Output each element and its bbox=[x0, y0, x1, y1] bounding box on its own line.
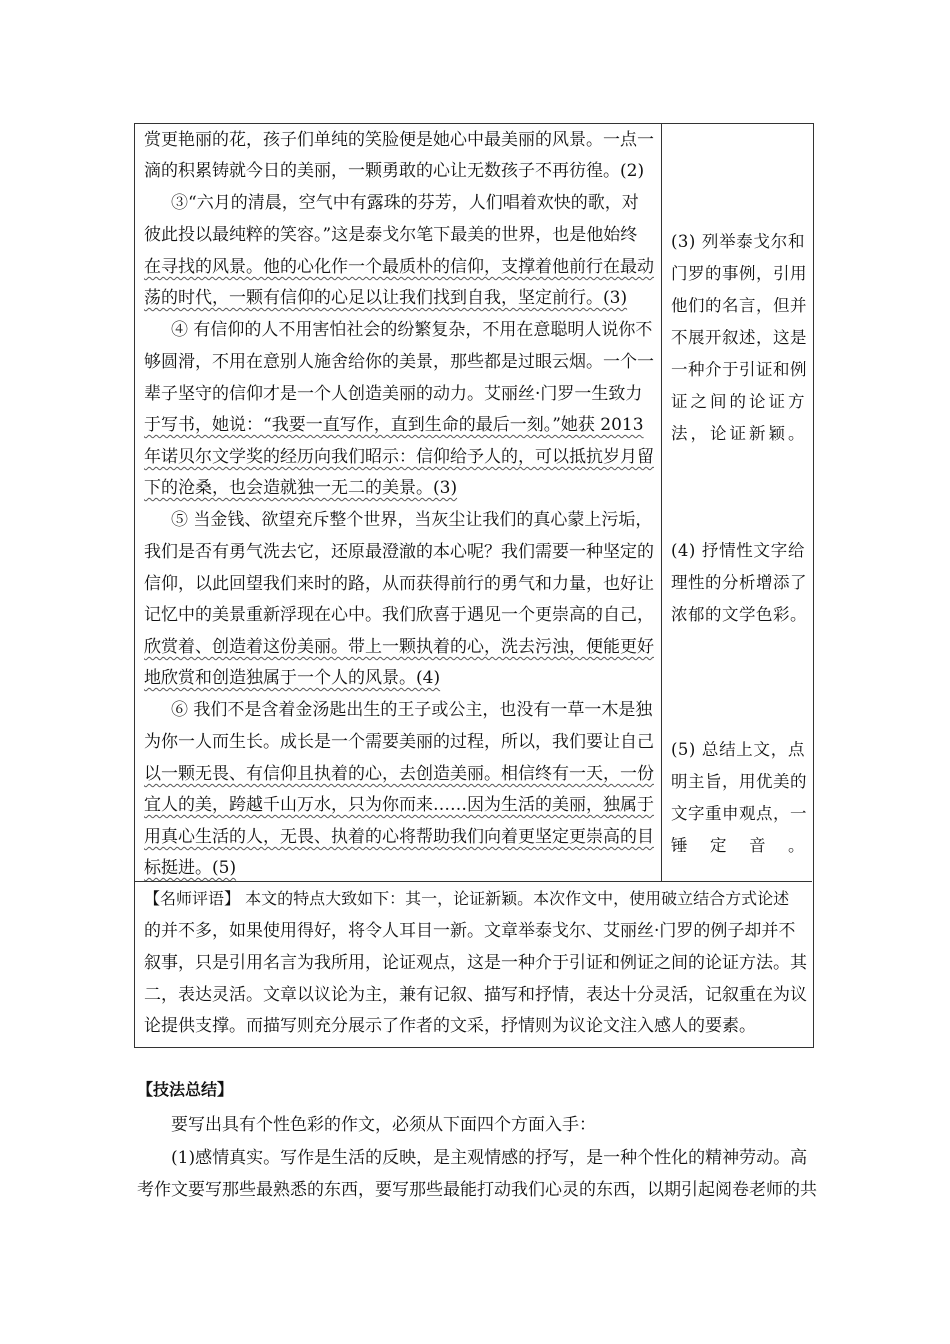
essay-line: 于写书，她说：“我要一直写作，直到生命的最后一刻。”她获 2013 bbox=[144, 415, 644, 435]
comment-line: 的并不多，如果使用得好，将令人耳目一新。文章举泰戈尔、艾丽丝·门罗的例子却并不 bbox=[144, 921, 796, 941]
essay-line: 荡的时代，一颗有信仰的心足以让我们找到自我，坚定前行。(3) bbox=[144, 288, 628, 308]
essay-line: 在寻找的风景。他的心化作一个最质朴的信仰，支撑着他前行在最动 bbox=[144, 257, 654, 277]
essay-line: 赏更艳丽的花，孩子们单纯的笑脸便是她心中最美丽的风景。一点一 bbox=[144, 130, 654, 150]
note-line: 浓郁的文学色彩。 bbox=[671, 605, 807, 624]
note-line: 门罗的事例，引用 bbox=[671, 264, 807, 283]
essay-line: ⑤ 当金钱、欲望充斥整个世界，当灰尘让我们的真心蒙上污垢， bbox=[171, 510, 653, 530]
essay-line: 地欣赏和创造独属于一个人的风景。(4) bbox=[144, 668, 441, 688]
essay-line: ③“六月的清晨，空气中有露珠的芬芳，人们唱着欢快的歌，对 bbox=[171, 193, 639, 213]
essay-line: 以一颗无畏、有信仰且执着的心，去创造美丽。相信终有一天，一份 bbox=[144, 764, 654, 784]
summary-line: 考作文要写那些最熟悉的东西，要写那些最能打动我们心灵的东西，以期引起阅卷老师的共 bbox=[137, 1180, 817, 1200]
note-5 bbox=[671, 734, 805, 862]
comment-line: 【名师评语】 本文的特点大致如下：其一，论证新颖。本次作文中，使用破立结合方式论述 bbox=[144, 889, 790, 908]
essay-line: 欣赏着、创造着这份美丽。带上一颗执着的心，洗去污浊，便能更好 bbox=[144, 637, 654, 657]
note-line: 一种介于引证和例 bbox=[671, 360, 807, 379]
section-heading: 【技法总结】 bbox=[137, 1080, 234, 1099]
summary-line: 要写出具有个性色彩的作文，必须从下面四个方面入手： bbox=[171, 1115, 596, 1135]
note-line: 明主旨，用优美的 bbox=[671, 772, 807, 791]
note-4 bbox=[671, 535, 805, 631]
comment-line: 论提供支撑。而描写则充分展示了作者的文采，抒情则为议论文注入感人的要素。 bbox=[144, 1016, 756, 1036]
essay-line: 信仰，以此回望我们来时的路，从而获得前行的勇气和力量，也好让 bbox=[144, 574, 654, 594]
essay-line: 彼此投以最纯粹的笑容。”这是泰戈尔笔下最美的世界，也是他始终 bbox=[144, 225, 638, 245]
essay-line: 用真心生活的人，无畏、执着的心将帮助我们向着更坚定更崇高的目 bbox=[144, 827, 654, 847]
note-line: 不展开叙述，这是 bbox=[671, 328, 807, 347]
note-line: (4) 抒情性文字给 bbox=[671, 541, 805, 560]
essay-line: 辈子坚守的信仰才是一个人创造美丽的动力。艾丽丝·门罗一生致力 bbox=[144, 384, 643, 404]
note-line: 证之间的论证方 bbox=[671, 392, 805, 411]
essay-column bbox=[135, 124, 662, 881]
teacher-comment bbox=[135, 881, 812, 1047]
essay-line: 滴的积累铸就今日的美丽，一颗勇敢的心让无数孩子不再彷徨。(2) bbox=[144, 161, 645, 181]
comment-line: 叙事，只是引用名言为我所用，论证观点，这是一种介于引证和例证之间的论证方法。其 bbox=[144, 953, 807, 973]
note-line: 文字重申观点，一 bbox=[671, 804, 807, 823]
essay-table bbox=[134, 123, 814, 1048]
note-line: 锤定音。 bbox=[671, 836, 805, 855]
essay-line: 记忆中的美景重新浮现在心中。我们欣喜于遇见一个更崇高的自己， bbox=[144, 605, 654, 625]
notes-column bbox=[662, 124, 813, 881]
note-line: (5) 总结上文，点 bbox=[671, 740, 805, 759]
essay-line: 为你一人而生长。成长是一个需要美丽的过程，所以，我们要让自己 bbox=[144, 732, 654, 752]
essay-line: 宜人的美，跨越千山万水，只为你而来……因为生活的美丽，独属于 bbox=[144, 795, 654, 815]
comment-line: 二，表达灵活。文章以议论为主，兼有记叙、描写和抒情，表达十分灵活，记叙重在为议 bbox=[144, 985, 807, 1005]
note-line: 理性的分析增添了 bbox=[671, 573, 807, 592]
essay-line: ④ 有信仰的人不用害怕社会的纷繁复杂，不用在意聪明人说你不 bbox=[171, 320, 653, 340]
essay-line: 年诺贝尔文学奖的经历向我们昭示：信仰给予人的，可以抵抗岁月留 bbox=[144, 447, 654, 467]
note-line: (3) 列举泰戈尔和 bbox=[671, 232, 805, 251]
essay-line: 够圆滑，不用在意别人施舍给你的美景，那些都是过眼云烟。一个一 bbox=[144, 352, 654, 372]
essay-line: ⑥ 我们不是含着金汤匙出生的王子或公主，也没有一草一木是独 bbox=[171, 700, 653, 720]
summary-line: (1)感情真实。写作是生活的反映，是主观情感的抒写，是一种个性化的精神劳动。高 bbox=[171, 1148, 808, 1168]
note-line: 他们的名言，但并 bbox=[671, 296, 807, 315]
essay-line: 标挺进。(5) bbox=[144, 858, 237, 878]
note-line: 法，论证新颖。 bbox=[671, 424, 805, 443]
essay-line: 我们是否有勇气洗去它，还原最澄澈的本心呢？我们需要一种坚定的 bbox=[144, 542, 654, 562]
essay-line: 下的沧桑，也会造就独一无二的美景。(3) bbox=[144, 478, 458, 498]
note-3 bbox=[671, 226, 805, 450]
